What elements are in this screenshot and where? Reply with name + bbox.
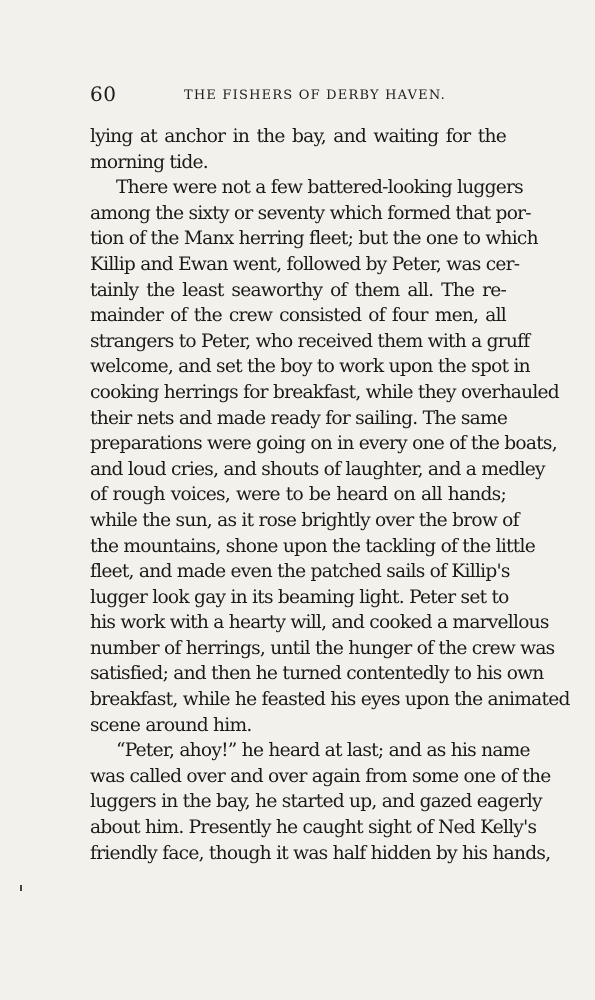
text-line: and loud cries, and shouts of laughter, and a medley: [90, 458, 545, 480]
page-header: [90, 82, 506, 112]
margin-speck: [20, 885, 22, 891]
text-line: mainder of the crew consisted of four men, all: [90, 305, 506, 327]
text-line: while the sun, as it rose brightly over the brow of: [90, 509, 519, 531]
text-line: “Peter, ahoy!” he heard at last; and as his name: [116, 740, 530, 762]
text-line: luggers in the bay, he started up, and gazed eagerly: [90, 791, 542, 813]
text-line: tion of the Manx herring fleet; but the one to which: [90, 228, 538, 250]
text-line: cooking herrings for breakfast, while they overhauled: [90, 381, 559, 403]
page-number: 60: [90, 82, 117, 106]
text-line: about him. Presently he caught sight of Ned Kelly's: [90, 817, 537, 839]
text-line: There were not a few battered-looking luggers: [116, 177, 523, 199]
text-line: lying at anchor in the bay, and waiting for the: [90, 126, 506, 147]
text-line: breakfast, while he feasted his eyes upon the animated: [90, 689, 570, 711]
text-line: tainly the least seaworthy of them all. The re-: [90, 279, 506, 301]
text-line: strangers to Peter, who received them with a gruff: [90, 330, 530, 352]
text-line: friendly face, though it was half hidden by his hands,: [90, 842, 551, 864]
text-line: Killip and Ewan went, followed by Peter, was cer-: [90, 253, 520, 275]
text-line: his work with a hearty will, and cooked a marvellous: [90, 612, 549, 634]
text-line: satisfied; and then he turned contentedly to his own: [90, 663, 544, 685]
text-line: welcome, and set the boy to work upon the spot in: [90, 356, 530, 378]
running-title: THE FISHERS OF DERBY HAVEN.: [184, 88, 446, 103]
text-line: the mountains, shone upon the tackling of the little: [90, 535, 535, 557]
body-text: [90, 124, 570, 866]
text-line: preparations were going on in every one of the boats,: [90, 433, 557, 455]
text-line: lugger look gay in its beaming light. Peter set to: [90, 586, 509, 608]
text-line: fleet, and made even the patched sails of Killip's: [90, 561, 510, 583]
text-line: scene around him.: [90, 714, 252, 736]
text-line: their nets and made ready for sailing. The same: [90, 407, 508, 429]
text-line: morning tide.: [90, 151, 208, 173]
text-line: number of herrings, until the hunger of the crew was: [90, 637, 555, 659]
text-line: was called over and over again from some one of the: [90, 765, 551, 787]
text-line: of rough voices, were to be heard on all hands;: [90, 484, 506, 506]
text-line: among the sixty or seventy which formed that por-: [90, 202, 531, 224]
